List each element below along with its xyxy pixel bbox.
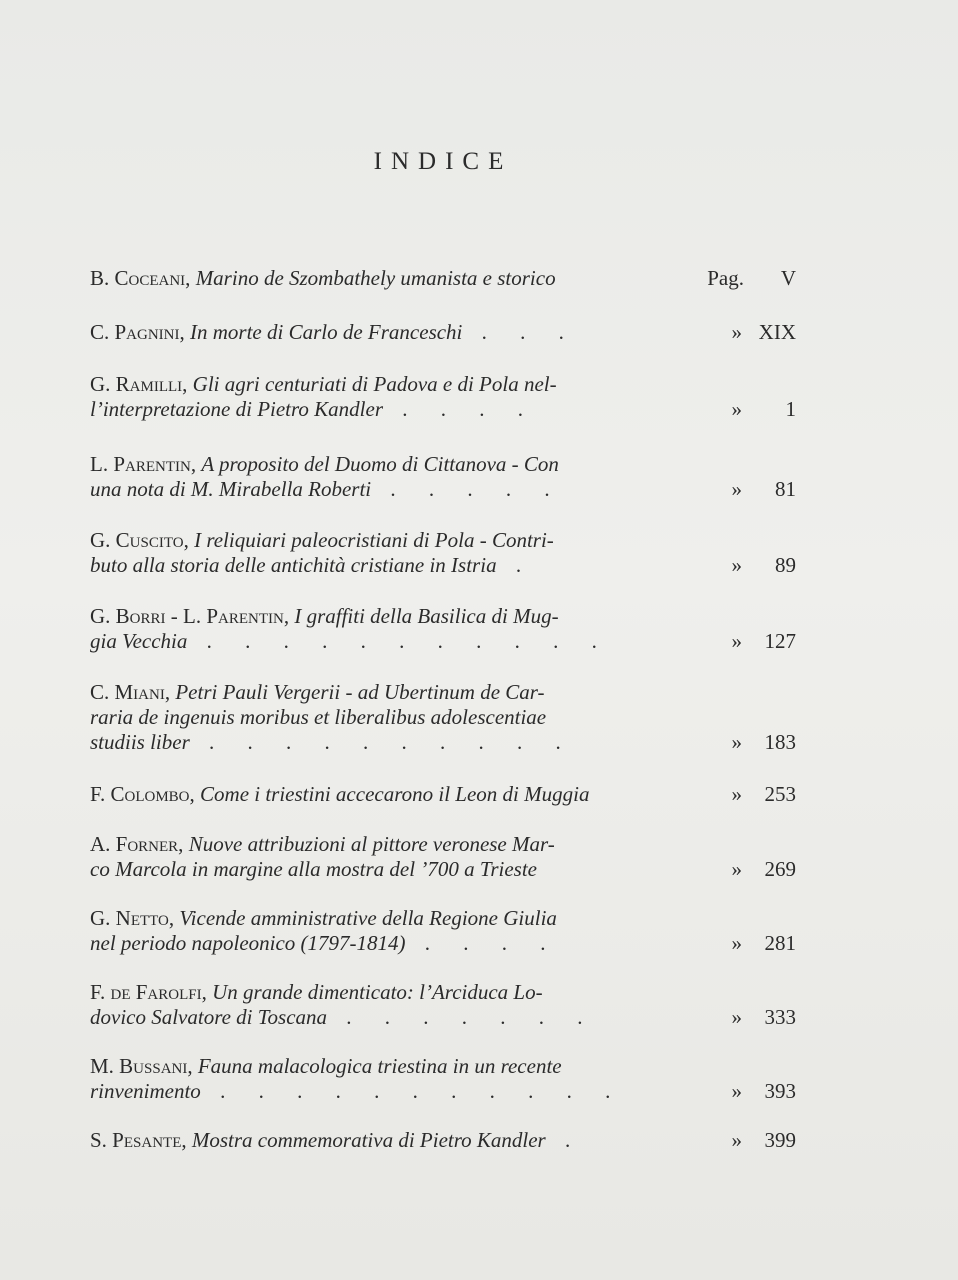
toc-entry[interactable] bbox=[90, 680, 802, 755]
toc-entry-line bbox=[90, 705, 802, 730]
toc-entry-line bbox=[90, 320, 802, 345]
entry-author: C. Pagnini, bbox=[90, 320, 185, 344]
ditto-mark: » bbox=[731, 553, 742, 577]
entry-title: Un grande dimenticato: l’Arciduca Lo- bbox=[212, 980, 543, 1004]
index-heading: INDICE bbox=[373, 148, 513, 175]
entry-title: In morte di Carlo de Franceschi bbox=[190, 320, 463, 344]
toc-entry[interactable] bbox=[90, 604, 802, 654]
toc-entry[interactable] bbox=[90, 1128, 802, 1153]
toc-entry-line bbox=[90, 452, 802, 477]
entry-author: G. Netto, bbox=[90, 906, 175, 930]
leader-dots: . . . bbox=[462, 320, 578, 344]
toc-entry-line bbox=[90, 477, 802, 502]
toc-entry[interactable] bbox=[90, 528, 802, 578]
entry-title: dovico Salvatore di Toscana bbox=[90, 1005, 328, 1029]
toc-entry[interactable] bbox=[90, 452, 802, 502]
toc-entry[interactable] bbox=[90, 906, 802, 956]
entry-title: Nuove attribuzioni al pittore veronese Mar- bbox=[188, 832, 555, 856]
entry-author: G. Borri - L. Parentin, bbox=[90, 604, 290, 628]
toc-entry[interactable] bbox=[90, 832, 802, 882]
entry-title: una nota di M. Mirabella Roberti bbox=[90, 477, 372, 501]
leader-dots: . . . . . . . . . . . bbox=[200, 1079, 625, 1103]
page-number: 253 bbox=[764, 782, 796, 806]
entry-title: l’interpretazione di Pietro Kandler bbox=[90, 397, 383, 421]
entry-author: F. Colombo, bbox=[90, 782, 195, 806]
entry-title: Vicende amministrative della Regione Giulia bbox=[179, 906, 557, 930]
entry-author: L. Parentin, bbox=[90, 452, 197, 476]
entry-title: rinvenimento bbox=[90, 1079, 201, 1103]
entry-title: Mostra commemorativa di Pietro Kandler bbox=[191, 1128, 546, 1152]
toc-entry-line bbox=[90, 372, 802, 397]
entry-author: M. Bussani, bbox=[90, 1054, 193, 1078]
ditto-mark: » bbox=[731, 1079, 742, 1103]
toc-entry[interactable] bbox=[90, 782, 802, 807]
toc-entry[interactable] bbox=[90, 980, 802, 1030]
page-number: 183 bbox=[764, 730, 796, 754]
page-number: 269 bbox=[764, 857, 796, 881]
ditto-mark: » bbox=[731, 857, 742, 881]
entry-author: B. Coceani, bbox=[90, 266, 191, 290]
leader-dots: . bbox=[496, 553, 536, 577]
ditto-mark: » bbox=[731, 782, 742, 806]
entry-title: gia Vecchia bbox=[90, 629, 188, 653]
toc-entry-line bbox=[90, 553, 802, 578]
page-number: 281 bbox=[764, 931, 796, 955]
leader-dots: . . . . bbox=[405, 931, 560, 955]
ditto-mark: » bbox=[731, 320, 742, 344]
page-number: 127 bbox=[764, 629, 796, 653]
leader-dots: . . . . . . . bbox=[327, 1005, 597, 1029]
toc-entry-line bbox=[90, 604, 802, 629]
toc-entry[interactable] bbox=[90, 372, 802, 422]
toc-entry-line bbox=[90, 782, 802, 807]
toc-entry-line bbox=[90, 931, 802, 956]
toc-entry-line bbox=[90, 1079, 802, 1104]
entry-author: G. Ramilli, bbox=[90, 372, 188, 396]
entry-title: A proposito del Duomo di Cittanova - Con bbox=[201, 452, 559, 476]
entry-author: C. Miani, bbox=[90, 680, 171, 704]
toc-entry-line bbox=[90, 1005, 802, 1030]
toc-entry-line bbox=[90, 266, 802, 291]
toc-entry[interactable] bbox=[90, 320, 802, 345]
ditto-mark: » bbox=[731, 1128, 742, 1152]
entry-title: co Marcola in margine alla mostra del ’700 a Trieste bbox=[90, 857, 537, 881]
toc-entry-line bbox=[90, 857, 802, 882]
entry-title: I graffiti della Basilica di Mug- bbox=[294, 604, 559, 628]
entry-title: raria de ingenuis moribus et liberalibus adolescentiae bbox=[90, 705, 547, 729]
toc-entry-line bbox=[90, 906, 802, 931]
toc-entry-line bbox=[90, 1128, 802, 1153]
toc-entry-line bbox=[90, 980, 802, 1005]
toc-entry-line bbox=[90, 397, 802, 422]
leader-dots: . . . . bbox=[383, 397, 537, 421]
toc-entry-line bbox=[90, 528, 802, 553]
page-number: 333 bbox=[764, 1005, 796, 1029]
entry-title: Marino de Szombathely umanista e storico bbox=[195, 266, 556, 290]
ditto-mark: » bbox=[731, 477, 742, 501]
page-number: 399 bbox=[764, 1128, 796, 1152]
entry-title: Fauna malacologica triestina in un recente bbox=[197, 1054, 562, 1078]
entry-title: Petri Pauli Vergerii - ad Ubertinum de Car- bbox=[175, 680, 545, 704]
leader-dots: . bbox=[545, 1128, 585, 1152]
entry-author: S. Pesante, bbox=[90, 1128, 187, 1152]
entry-author: A. Forner, bbox=[90, 832, 184, 856]
toc-entry[interactable] bbox=[90, 1054, 802, 1104]
toc-entry-line bbox=[90, 832, 802, 857]
ditto-mark: » bbox=[731, 730, 742, 754]
toc-entry-line bbox=[90, 680, 802, 705]
toc-entry-line bbox=[90, 629, 802, 654]
entry-author: G. Cuscito, bbox=[90, 528, 189, 552]
page-number: V bbox=[780, 266, 796, 290]
entry-author: F. de Farolfi, bbox=[90, 980, 207, 1004]
ditto-mark: » bbox=[731, 1005, 742, 1029]
toc-entry[interactable] bbox=[90, 266, 802, 291]
page-number: 89 bbox=[775, 553, 796, 577]
toc-entry-line bbox=[90, 1054, 802, 1079]
pag-label: Pag. bbox=[707, 266, 744, 290]
toc-entry-line bbox=[90, 730, 802, 755]
entry-title: Gli agri centuriati di Padova e di Pola nel- bbox=[192, 372, 557, 396]
leader-dots: . . . . . . . . . . . bbox=[187, 629, 611, 653]
ditto-mark: » bbox=[731, 931, 742, 955]
entry-title: nel periodo napoleonico (1797-1814) bbox=[90, 931, 406, 955]
page-number: 393 bbox=[764, 1079, 796, 1103]
entry-title: buto alla storia delle antichità cristiane in Istria bbox=[90, 553, 497, 577]
entry-title: studiis liber bbox=[90, 730, 190, 754]
page-number: 81 bbox=[775, 477, 796, 501]
ditto-mark: » bbox=[731, 629, 742, 653]
leader-dots: . . . . . . . . . . bbox=[189, 730, 575, 754]
page-number: 1 bbox=[785, 397, 796, 421]
entry-title: I reliquiari paleocristiani di Pola - Contri- bbox=[194, 528, 554, 552]
entry-title: Come i triestini accecarono il Leon di Muggia bbox=[200, 782, 590, 806]
leader-dots: . . . . . bbox=[371, 477, 564, 501]
page-number: XIX bbox=[758, 320, 796, 344]
ditto-mark: » bbox=[731, 397, 742, 421]
